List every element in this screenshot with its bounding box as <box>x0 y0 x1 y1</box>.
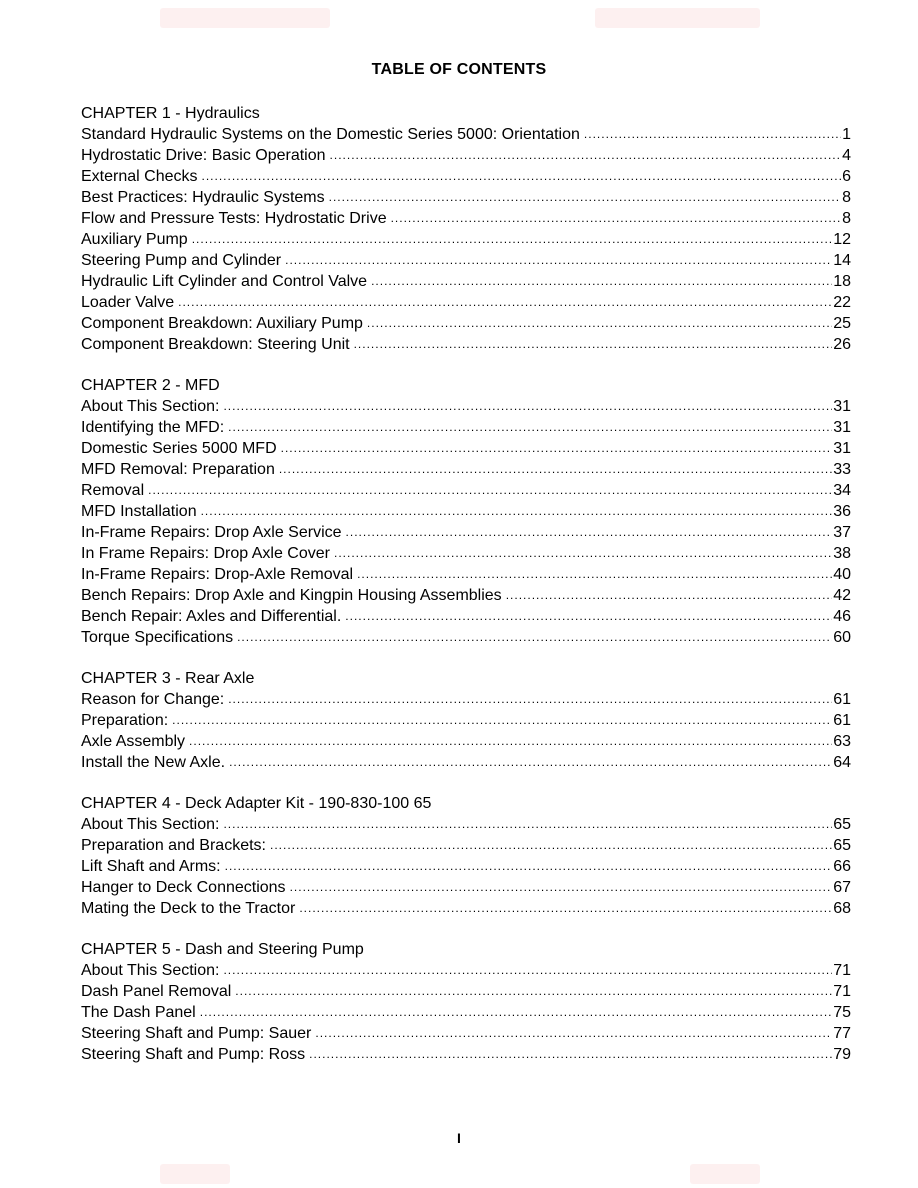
dot-leader <box>334 543 832 564</box>
dot-leader <box>345 606 832 627</box>
toc-entry[interactable] <box>81 1044 851 1065</box>
toc-entry[interactable] <box>81 981 851 1002</box>
toc-entry-title: MFD Installation <box>81 503 197 520</box>
toc-entry-title: Dash Panel Removal <box>81 983 232 1000</box>
bleed-mark-top-right <box>595 8 760 28</box>
dot-leader <box>329 187 841 208</box>
dot-leader <box>279 459 832 480</box>
toc-entry-page: 34 <box>833 482 851 499</box>
dot-leader <box>148 480 832 501</box>
dot-leader <box>228 417 832 438</box>
toc-entry[interactable] <box>81 1002 851 1023</box>
toc-entry-page: 46 <box>833 608 851 625</box>
toc-entry-page: 31 <box>833 398 851 415</box>
toc-entry[interactable] <box>81 710 851 731</box>
dot-leader <box>391 208 842 229</box>
toc-entry[interactable] <box>81 501 851 522</box>
chapter-section <box>81 375 851 648</box>
table-of-contents <box>81 103 851 1065</box>
chapter-heading: CHAPTER 1 - Hydraulics <box>81 105 260 122</box>
toc-entry-title: Install the New Axle. <box>81 754 226 771</box>
dot-leader <box>200 1002 832 1023</box>
toc-entry-page: 65 <box>833 837 851 854</box>
bleed-mark-bottom-right <box>690 1164 760 1184</box>
toc-entry[interactable] <box>81 313 851 334</box>
toc-entry-page: 37 <box>833 524 851 541</box>
toc-entry[interactable] <box>81 543 851 564</box>
chapter-section <box>81 939 851 1065</box>
bleed-mark-top-left <box>160 8 330 28</box>
toc-entry-page: 8 <box>842 210 851 227</box>
toc-entry[interactable] <box>81 438 851 459</box>
dot-leader <box>189 731 832 752</box>
toc-entry-page: 36 <box>833 503 851 520</box>
toc-entry-title: In-Frame Repairs: Drop Axle Service <box>81 524 342 541</box>
toc-entry-page: 64 <box>833 754 851 771</box>
dot-leader <box>506 585 833 606</box>
toc-entry-title: About This Section: <box>81 816 220 833</box>
page-title: TABLE OF CONTENTS <box>371 61 547 78</box>
toc-entry-page: 60 <box>833 629 851 646</box>
chapter-section <box>81 793 851 919</box>
toc-entry-title: Hanger to Deck Connections <box>81 879 286 896</box>
toc-entry[interactable] <box>81 124 851 145</box>
dot-leader <box>178 292 832 313</box>
toc-entry[interactable] <box>81 856 851 877</box>
chapter-heading: CHAPTER 4 - Deck Adapter Kit - 190-830-100 65 <box>81 795 432 812</box>
toc-entry-page: 33 <box>833 461 851 478</box>
dot-leader <box>371 271 832 292</box>
toc-entry-title: MFD Removal: Preparation <box>81 461 275 478</box>
toc-entry-page: 71 <box>833 962 851 979</box>
dot-leader <box>228 689 832 710</box>
toc-entry[interactable] <box>81 208 851 229</box>
toc-entry-title: Best Practices: Hydraulic Systems <box>81 189 325 206</box>
toc-entry-title: In-Frame Repairs: Drop-Axle Removal <box>81 566 354 583</box>
toc-entry-title: The Dash Panel <box>81 1004 196 1021</box>
toc-entry-title: Component Breakdown: Steering Unit <box>81 336 350 353</box>
toc-entry[interactable] <box>81 187 851 208</box>
toc-entry-title: About This Section: <box>81 398 220 415</box>
dot-leader <box>202 166 842 187</box>
toc-entry[interactable] <box>81 459 851 480</box>
toc-entry[interactable] <box>81 731 851 752</box>
toc-entry-page: 77 <box>833 1025 851 1042</box>
toc-entry-title: Preparation and Brackets: <box>81 837 266 854</box>
dot-leader <box>285 250 832 271</box>
dot-leader <box>237 627 832 648</box>
toc-entry-title: Steering Shaft and Pump: Sauer <box>81 1025 312 1042</box>
dot-leader <box>346 522 833 543</box>
toc-entry[interactable] <box>81 835 851 856</box>
toc-entry[interactable] <box>81 1023 851 1044</box>
toc-entry-page: 8 <box>842 189 851 206</box>
toc-entry-title: Lift Shaft and Arms: <box>81 858 221 875</box>
toc-entry-title: In Frame Repairs: Drop Axle Cover <box>81 545 330 562</box>
toc-entry-page: 12 <box>833 231 851 248</box>
toc-entry-page: 22 <box>833 294 851 311</box>
toc-entry[interactable] <box>81 145 851 166</box>
dot-leader <box>330 145 842 166</box>
chapter-heading: CHAPTER 3 - Rear Axle <box>81 670 255 687</box>
toc-entry[interactable] <box>81 271 851 292</box>
toc-entry[interactable] <box>81 689 851 710</box>
toc-entry[interactable] <box>81 585 851 606</box>
toc-entry-title: Hydraulic Lift Cylinder and Control Valve <box>81 273 368 290</box>
toc-entry[interactable] <box>81 564 851 585</box>
toc-entry-title: Domestic Series 5000 MFD <box>81 440 277 457</box>
dot-leader <box>367 313 832 334</box>
toc-entry-page: 38 <box>833 545 851 562</box>
toc-entry-page: 25 <box>833 315 851 332</box>
toc-entry-page: 31 <box>833 419 851 436</box>
dot-leader <box>281 438 833 459</box>
dot-leader <box>270 835 832 856</box>
toc-entry-title: Steering Shaft and Pump: Ross <box>81 1046 306 1063</box>
dot-leader <box>229 752 832 773</box>
toc-entry[interactable] <box>81 417 851 438</box>
toc-entry[interactable] <box>81 522 851 543</box>
toc-entry-title: Flow and Pressure Tests: Hydrostatic Drive <box>81 210 387 227</box>
toc-entry[interactable] <box>81 480 851 501</box>
dot-leader <box>584 124 841 145</box>
toc-entry[interactable] <box>81 627 851 648</box>
dot-leader <box>357 564 832 585</box>
toc-entry-page: 75 <box>833 1004 851 1021</box>
chapter-section <box>81 668 851 773</box>
toc-entry-title: Bench Repair: Axles and Differential. <box>81 608 342 625</box>
dot-leader <box>223 960 832 981</box>
dot-leader <box>354 334 833 355</box>
toc-entry[interactable] <box>81 396 851 417</box>
chapter-heading: CHAPTER 2 - MFD <box>81 377 220 394</box>
dot-leader <box>235 981 832 1002</box>
toc-entry-title: Removal <box>81 482 145 499</box>
toc-entry-page: 26 <box>833 336 851 353</box>
toc-entry-title: External Checks <box>81 168 198 185</box>
toc-entry-page: 67 <box>833 879 851 896</box>
toc-entry[interactable] <box>81 292 851 313</box>
toc-entry[interactable] <box>81 334 851 355</box>
toc-entry-page: 14 <box>833 252 851 269</box>
toc-entry-page: 66 <box>833 858 851 875</box>
toc-entry-page: 42 <box>833 587 851 604</box>
toc-entry-title: Auxiliary Pump <box>81 231 188 248</box>
toc-entry-page: 6 <box>842 168 851 185</box>
dot-leader <box>223 396 832 417</box>
toc-entry-title: Bench Repairs: Drop Axle and Kingpin Housing Assemblies <box>81 587 502 604</box>
page-number: I <box>457 1130 461 1146</box>
toc-entry-page: 18 <box>833 273 851 290</box>
toc-entry-page: 65 <box>833 816 851 833</box>
toc-entry-title: Component Breakdown: Auxiliary Pump <box>81 315 363 332</box>
dot-leader <box>309 1044 832 1065</box>
toc-entry-title: Mating the Deck to the Tractor <box>81 900 296 917</box>
dot-leader <box>299 898 832 919</box>
toc-entry-page: 4 <box>842 147 851 164</box>
chapter-heading: CHAPTER 5 - Dash and Steering Pump <box>81 941 364 958</box>
dot-leader <box>201 501 833 522</box>
toc-entry[interactable] <box>81 814 851 835</box>
dot-leader <box>315 1023 832 1044</box>
toc-entry-page: 68 <box>833 900 851 917</box>
toc-entry-title: Identifying the MFD: <box>81 419 225 436</box>
toc-entry-page: 61 <box>833 691 851 708</box>
toc-entry-title: Reason for Change: <box>81 691 225 708</box>
toc-entry-title: Axle Assembly <box>81 733 186 750</box>
bleed-mark-bottom-left <box>160 1164 230 1184</box>
toc-entry[interactable] <box>81 898 851 919</box>
toc-entry-title: Steering Pump and Cylinder <box>81 252 282 269</box>
toc-entry-title: Hydrostatic Drive: Basic Operation <box>81 147 326 164</box>
toc-entry-page: 40 <box>833 566 851 583</box>
toc-entry-page: 31 <box>833 440 851 457</box>
toc-entry-page: 79 <box>833 1046 851 1063</box>
chapter-section <box>81 103 851 355</box>
toc-entry[interactable] <box>81 877 851 898</box>
toc-entry[interactable] <box>81 229 851 250</box>
dot-leader <box>225 856 833 877</box>
toc-entry-page: 63 <box>833 733 851 750</box>
toc-entry[interactable] <box>81 960 851 981</box>
toc-entry[interactable] <box>81 166 851 187</box>
toc-entry[interactable] <box>81 250 851 271</box>
dot-leader <box>172 710 832 731</box>
toc-entry[interactable] <box>81 752 851 773</box>
toc-entry-title: Standard Hydraulic Systems on the Domestic Series 5000: Orientation <box>81 126 580 143</box>
toc-entry-title: Preparation: <box>81 712 169 729</box>
toc-entry-title: Torque Specifications <box>81 629 234 646</box>
toc-entry-page: 71 <box>833 983 851 1000</box>
toc-entry-title: About This Section: <box>81 962 220 979</box>
dot-leader <box>192 229 833 250</box>
toc-entry-page: 61 <box>833 712 851 729</box>
toc-entry-title: Loader Valve <box>81 294 175 311</box>
dot-leader <box>290 877 833 898</box>
toc-entry[interactable] <box>81 606 851 627</box>
dot-leader <box>223 814 832 835</box>
toc-entry-page: 1 <box>842 126 851 143</box>
